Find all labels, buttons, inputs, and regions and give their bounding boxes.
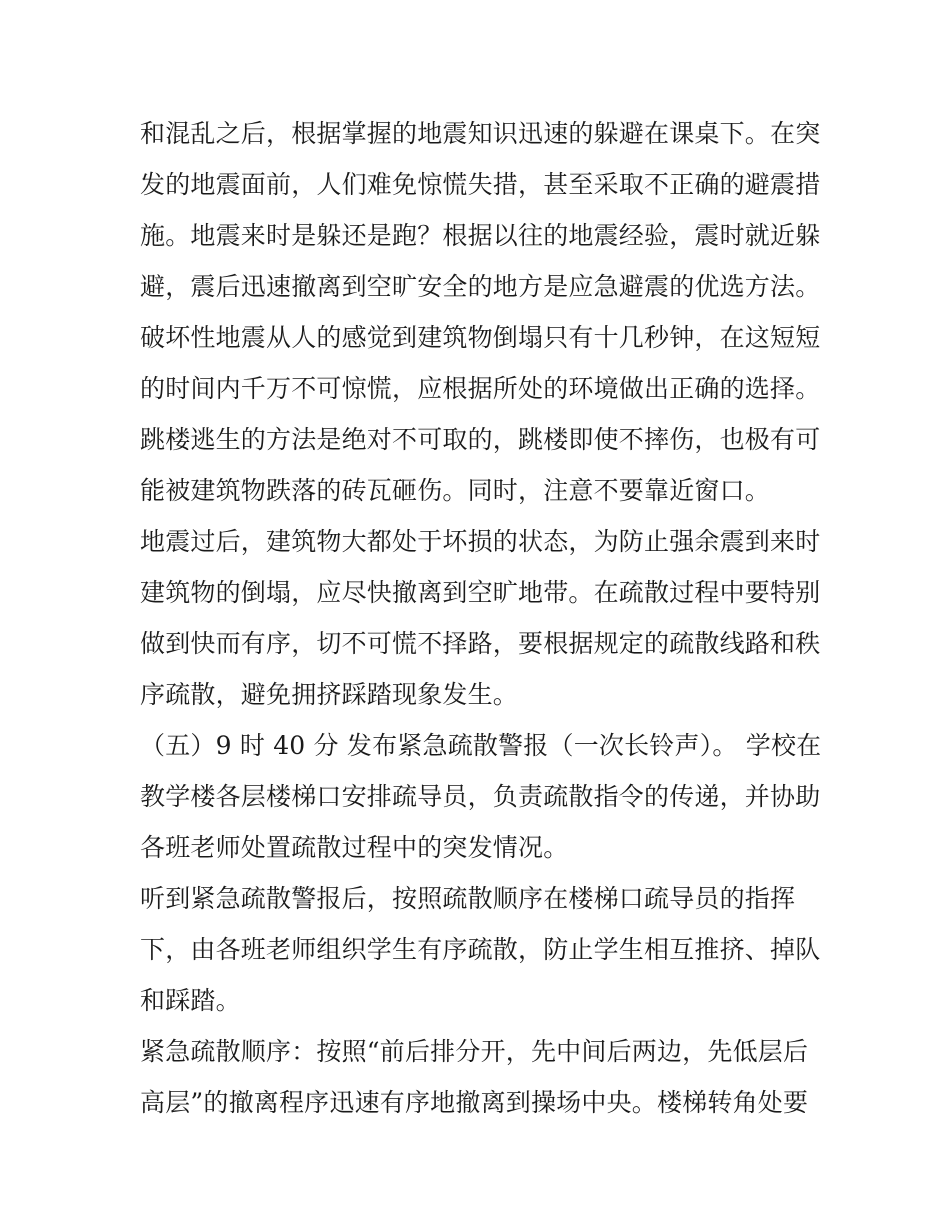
text-line: 破坏性地震从人的感觉到建筑物倒塌只有十几秒钟，在这短短 [140,323,821,352]
text-line: 的时间内千万不可惊慌，应根据所处的环境做出正确的选择。 [140,374,821,403]
text-line: （五）9 时 40 分 发布紧急疏散警报（一次长铃声）。 学校在 [140,731,822,760]
text-line: 地震过后，建筑物大都处于坏损的状态，为防止强余震到来时 [140,527,821,556]
text-line: 能被建筑物跌落的砖瓦砸伤。同时，注意不要靠近窗口。 [140,476,771,505]
text-line: 和混乱之后，根据掌握的地震知识迅速的躲避在课桌下。在突 [140,119,821,148]
text-line: 各班老师处置疏散过程中的突发情况。 [140,833,569,862]
text-line: 听到紧急疏散警报后，按照疏散顺序在楼梯口疏导员的指挥 [140,884,796,913]
text-line: 教学楼各层楼梯口安排疏导员，负责疏散指令的传递，并协助 [140,782,821,811]
text-line: 避，震后迅速撤离到空旷安全的地方是应急避震的优选方法。 [140,272,821,301]
document-body [140,108,820,1128]
text-line: 序疏散，避免拥挤踩踏现象发生。 [140,680,519,709]
text-line: 建筑物的倒塌，应尽快撤离到空旷地带。在疏散过程中要特别 [140,578,821,607]
text-line: 下，由各班老师组织学生有序疏散，防止学生相互推挤、掉队 [140,935,821,964]
text-line: 发的地震面前，人们难免惊慌失措，甚至采取不正确的避震措 [140,170,821,199]
text-line: 和踩踏。 [140,986,241,1015]
text-line: 施。地震来时是躲还是跑？根据以往的地震经验，震时就近躲 [140,221,821,250]
text-line: 跳楼逃生的方法是绝对不可取的，跳楼即使不摔伤，也极有可 [140,425,821,454]
text-line: 高层”的撤离程序迅速有序地撤离到操场中央。楼梯转角处要 [140,1088,809,1117]
text-line: 紧急疏散顺序：按照“前后排分开，先中间后两边，先低层后 [140,1037,809,1066]
text-line: 做到快而有序，切不可慌不择路，要根据规定的疏散线路和秩 [140,629,821,658]
